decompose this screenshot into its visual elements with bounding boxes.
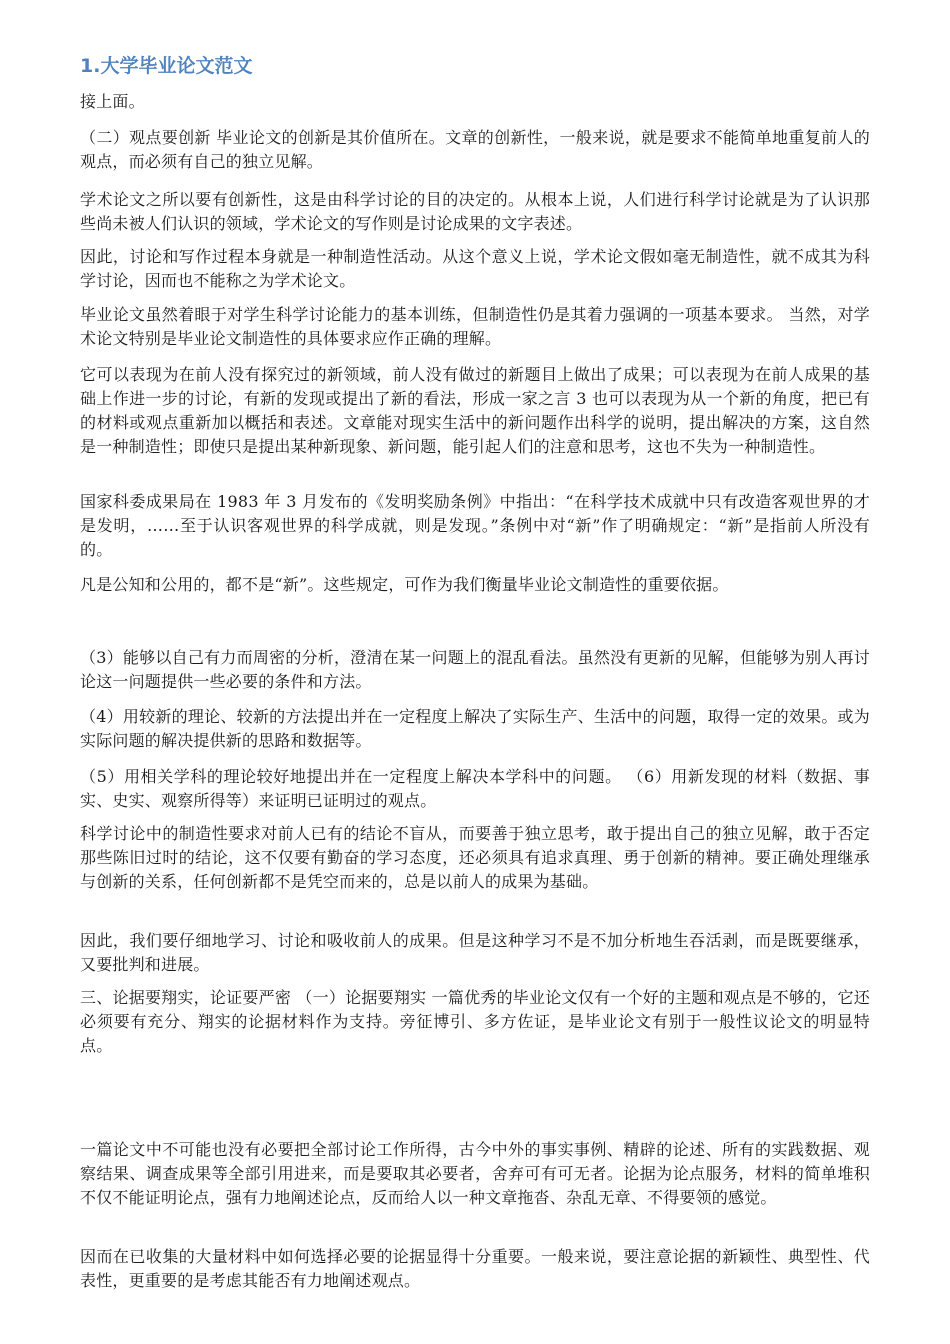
paragraph-evidence-section: 三、论据要翔实，论证要严密 （一）论据要翔实 一篇优秀的毕业论文仅有一个好的主题和观点是不够的，它还必须要有充分、翔实的论据材料作为支持。旁征博引、多方佐证，是毕业论文有别于一般性议论文的明显特点。 <box>80 988 870 1055</box>
document-title: 1.大学毕业论文范文 <box>80 55 253 77</box>
paragraph-point-3: （3）能够以自己有力而周密的分析，澄清在某一问题上的混乱看法。虽然没有更新的见解，但能够为别人再讨论这一问题提供一些必要的条件和方法。 <box>80 648 870 691</box>
paragraph-independent-thinking: 科学讨论中的制造性要求对前人已有的结论不盲从，而要善于独立思考，敢于提出自己的独立见解，敢于否定那些陈旧过时的结论，这不仅要有勤奋的学习态度，还必须具有追求真理、勇于创新的精神。要正确处理继承与创新的关系，任何创新都不是凭空而来的，总是以前人的成果为基础。 <box>80 824 870 891</box>
paragraph-learn-from-predecessors: 因此，我们要仔细地学习、讨论和吸收前人的成果。但是这种学习不是不加分析地生吞活剥，而是既要继承，又要批判和进展。 <box>80 931 870 974</box>
paragraph-evidence-criteria: 因而在已收集的大量材料中如何选择必要的论据显得十分重要。一般来说，要注意论据的新颖性、典型性、代表性，更重要的是考虑其能否有力地阐述观点。 <box>80 1247 870 1290</box>
paragraph-point-5-6: （5）用相关学科的理论较好地提出并在一定程度上解决本学科中的问题。 （6）用新发现的材料（数据、事实、史实、观察所得等）来证明已证明过的观点。 <box>80 767 870 810</box>
paragraph-point-4: （4）用较新的理论、较新的方法提出并在一定程度上解决了实际生产、生活中的问题，取得一定的效果。或为实际问题的解决提供新的思路和数据等。 <box>80 707 870 750</box>
paragraph-innovation-heading: （二）观点要创新 毕业论文的创新是其价值所在。文章的创新性，一般来说，就是要求不能简单地重复前人的观点，而必须有自己的独立见解。 <box>80 128 870 171</box>
paragraph-creativity-forms: 它可以表现为在前人没有探究过的新领域，前人没有做过的新题目上做出了成果；可以表现为在前人成果的基础上作进一步的讨论，有新的发现或提出了新的看法，形成一家之言 3 也可以表现为从一个新的角度，把已有的材料或观点重新加以概括和表述。文章能对现实生活中的新问题作出科学的说明，提出解决的方案，这自然是一种制造性；即使只是提出某种新现象、新问题，能引起人们的注意和思考，这也不失为一种制造性。 <box>80 365 870 456</box>
paragraph-graduation-thesis: 毕业论文虽然着眼于对学生科学讨论能力的基本训练，但制造性仍是其着力强调的一项基本要求。 当然，对学术论文特别是毕业论文制造性的具体要求应作正确的理解。 <box>80 305 870 348</box>
paragraph-invention-regulations: 国家科委成果局在 1983 年 3 月发布的《发明奖励条例》中指出：“在科学技术成就中只有改造客观世界的才是发明，……至于认识客观世界的科学成就，则是发现。”条例中对“新”作了明确规定：“新”是指前人所没有的。 <box>80 492 870 559</box>
paragraph-evidence-selection: 一篇论文中不可能也没有必要把全部讨论工作所得，古今中外的事实事例、精辟的论述、所有的实践数据、观察结果、调查成果等全部引用进来，而是要取其必要者，舍弃可有可无者。论据为论点服务，材料的简单堆积不仅不能证明论点，强有力地阐述论点，反而给人以一种文章拖沓、杂乱无章、不得要领的感觉。 <box>80 1140 870 1207</box>
paragraph-academic-innovation: 学术论文之所以要有创新性，这是由科学讨论的目的决定的。从根本上说，人们进行科学讨论就是为了认识那些尚未被人们认识的领域，学术论文的写作则是讨论成果的文字表述。 <box>80 190 870 233</box>
paragraph-creative-activity: 因此，讨论和写作过程本身就是一种制造性活动。从这个意义上说，学术论文假如毫无制造性，就不成其为科学讨论，因而也不能称之为学术论文。 <box>80 247 870 290</box>
paragraph-public-knowledge: 凡是公知和公用的，都不是“新”。这些规定，可作为我们衡量毕业论文制造性的重要依据。 <box>80 575 729 594</box>
paragraph-intro: 接上面。 <box>80 92 145 111</box>
